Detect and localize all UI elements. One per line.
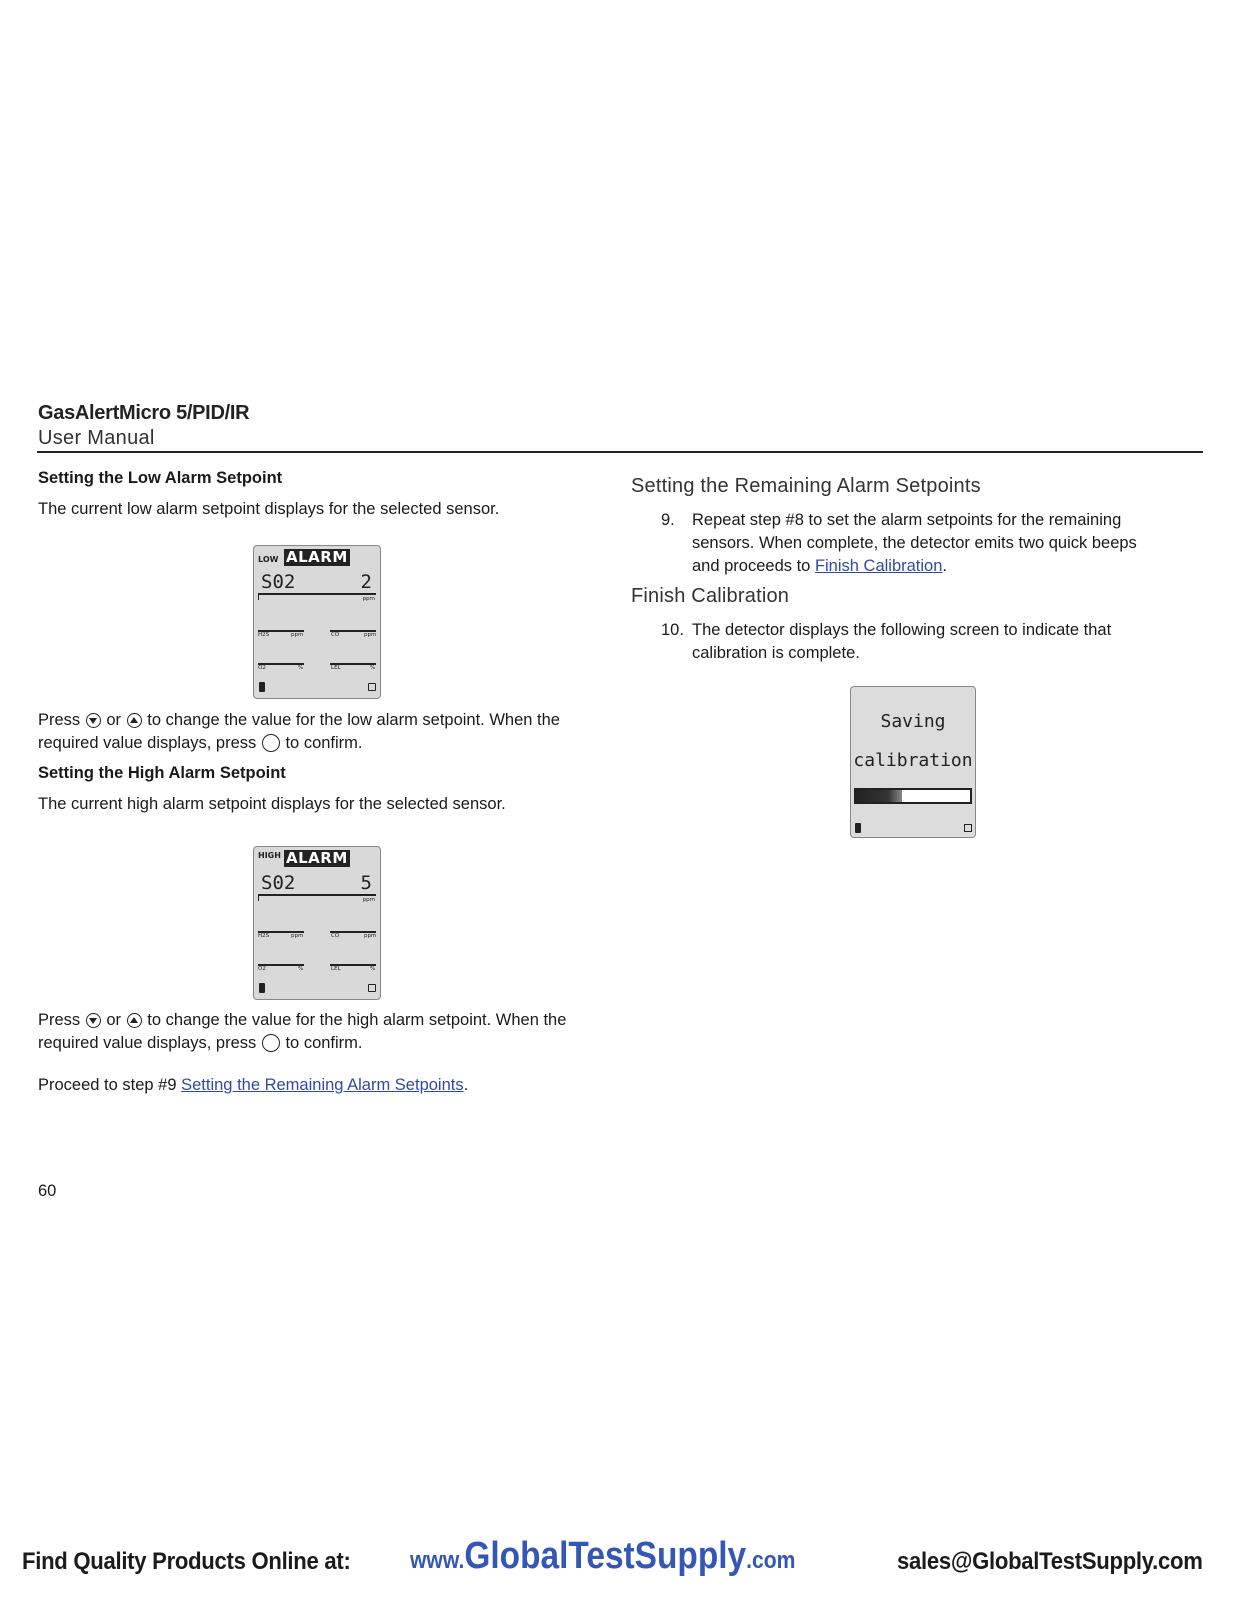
battery-icon — [855, 823, 861, 833]
step-number: 10. — [661, 621, 684, 639]
remaining-setpoints-heading: Setting the Remaining Alarm Setpoints — [631, 475, 981, 497]
low-alarm-screen — [253, 545, 381, 699]
down-arrow-button-icon — [86, 1013, 101, 1028]
alarm-level-label: LOW — [258, 555, 279, 564]
datalog-icon — [368, 984, 376, 992]
battery-icon — [259, 983, 265, 993]
high-alarm-intro: The current high alarm setpoint displays for the selected sensor. — [38, 795, 506, 813]
alarm-label: ALARM — [286, 849, 348, 867]
up-arrow-button-icon — [127, 1013, 142, 1028]
unit-label: ppm — [362, 596, 375, 602]
manual-subtitle: User Manual — [38, 427, 155, 449]
low-alarm-instructions: Press or to change the value for the low alarm setpoint. When the required value displays, press to confirm. — [38, 711, 560, 752]
battery-icon — [259, 682, 265, 692]
footer-website-link[interactable] — [410, 1535, 795, 1578]
page-number: 60 — [38, 1182, 57, 1200]
sensor-unit: % — [298, 665, 304, 671]
up-arrow-button-icon — [127, 713, 142, 728]
high-alarm-heading: Setting the High Alarm Setpoint — [38, 764, 286, 782]
sensor-unit: ppm — [364, 933, 377, 939]
manual-title: GasAlertMicro 5/PID/IR — [38, 402, 250, 424]
sensor-label: H2S — [258, 632, 270, 638]
reading-bar — [258, 894, 376, 896]
sensor-label: CO — [331, 632, 340, 638]
sensor-unit: % — [298, 966, 304, 972]
sensor-label: LEL — [331, 665, 341, 671]
setpoint-value: 2 — [360, 571, 372, 593]
low-alarm-intro: The current low alarm setpoint displays for the selected sensor. — [38, 500, 500, 518]
confirm-button-icon — [262, 1034, 280, 1052]
sensor-label: O2 — [258, 966, 266, 972]
header-divider — [37, 451, 1203, 453]
screen-line-2: calibration — [853, 750, 973, 771]
step-number: 9. — [661, 511, 675, 529]
alarm-label: ALARM — [286, 548, 348, 566]
sensor-unit: ppm — [364, 632, 377, 638]
save-progress-bar — [854, 788, 972, 804]
datalog-icon — [368, 683, 376, 691]
low-alarm-heading: Setting the Low Alarm Setpoint — [38, 469, 283, 487]
url-suffix: .com — [746, 1547, 796, 1574]
sensor-unit: % — [370, 966, 376, 972]
high-alarm-instructions: Press or to change the value for the high alarm setpoint. When the required value displays, press to confirm. — [38, 1011, 567, 1052]
footer-tagline: Find Quality Products Online at: — [22, 1548, 351, 1575]
reading-bar — [258, 593, 376, 595]
confirm-button-icon — [262, 734, 280, 752]
sensor-label: LEL — [331, 966, 341, 972]
sensor-unit: ppm — [291, 632, 304, 638]
finish-calibration-link[interactable]: Finish Calibration — [814, 557, 943, 575]
gas-name: S02 — [261, 872, 296, 894]
gas-name: S02 — [261, 571, 296, 593]
alarm-level-label: HIGH — [258, 851, 281, 860]
step-10-text: The detector displays the following screen to indicate that calibration is complete. — [692, 621, 1112, 662]
remaining-setpoints-link[interactable]: Setting the Remaining Alarm Setpoints — [181, 1076, 464, 1094]
sensor-label: CO — [331, 933, 340, 939]
sensor-unit: ppm — [291, 933, 304, 939]
reading-tick — [258, 894, 259, 901]
sensor-label: O2 — [258, 665, 266, 671]
unit-label: ppm — [362, 897, 375, 903]
screen-line-1: Saving — [880, 711, 946, 732]
saving-calibration-screen — [850, 686, 976, 838]
sensor-label: H2S — [258, 933, 270, 939]
finish-calibration-heading: Finish Calibration — [631, 585, 790, 607]
footer-email-link[interactable]: sales@GlobalTestSupply.com — [897, 1548, 1203, 1575]
reading-tick — [258, 593, 259, 600]
sensor-unit: % — [370, 665, 376, 671]
url-main: GlobalTestSupply — [464, 1535, 747, 1577]
proceed-text: Proceed to step #9 Setting the Remaining Alarm Setpoints. — [38, 1076, 469, 1094]
down-arrow-button-icon — [86, 713, 101, 728]
setpoint-value: 5 — [360, 872, 372, 894]
url-prefix: www. — [410, 1547, 465, 1574]
step-9-text: Repeat step #8 to set the alarm setpoints for the remaining sensors. When complete, the detector emits two quick beeps and proceeds to Finish Calibration. — [692, 511, 1137, 575]
save-progress-fill — [856, 790, 902, 802]
datalog-icon — [964, 824, 972, 832]
high-alarm-screen — [253, 846, 381, 1000]
